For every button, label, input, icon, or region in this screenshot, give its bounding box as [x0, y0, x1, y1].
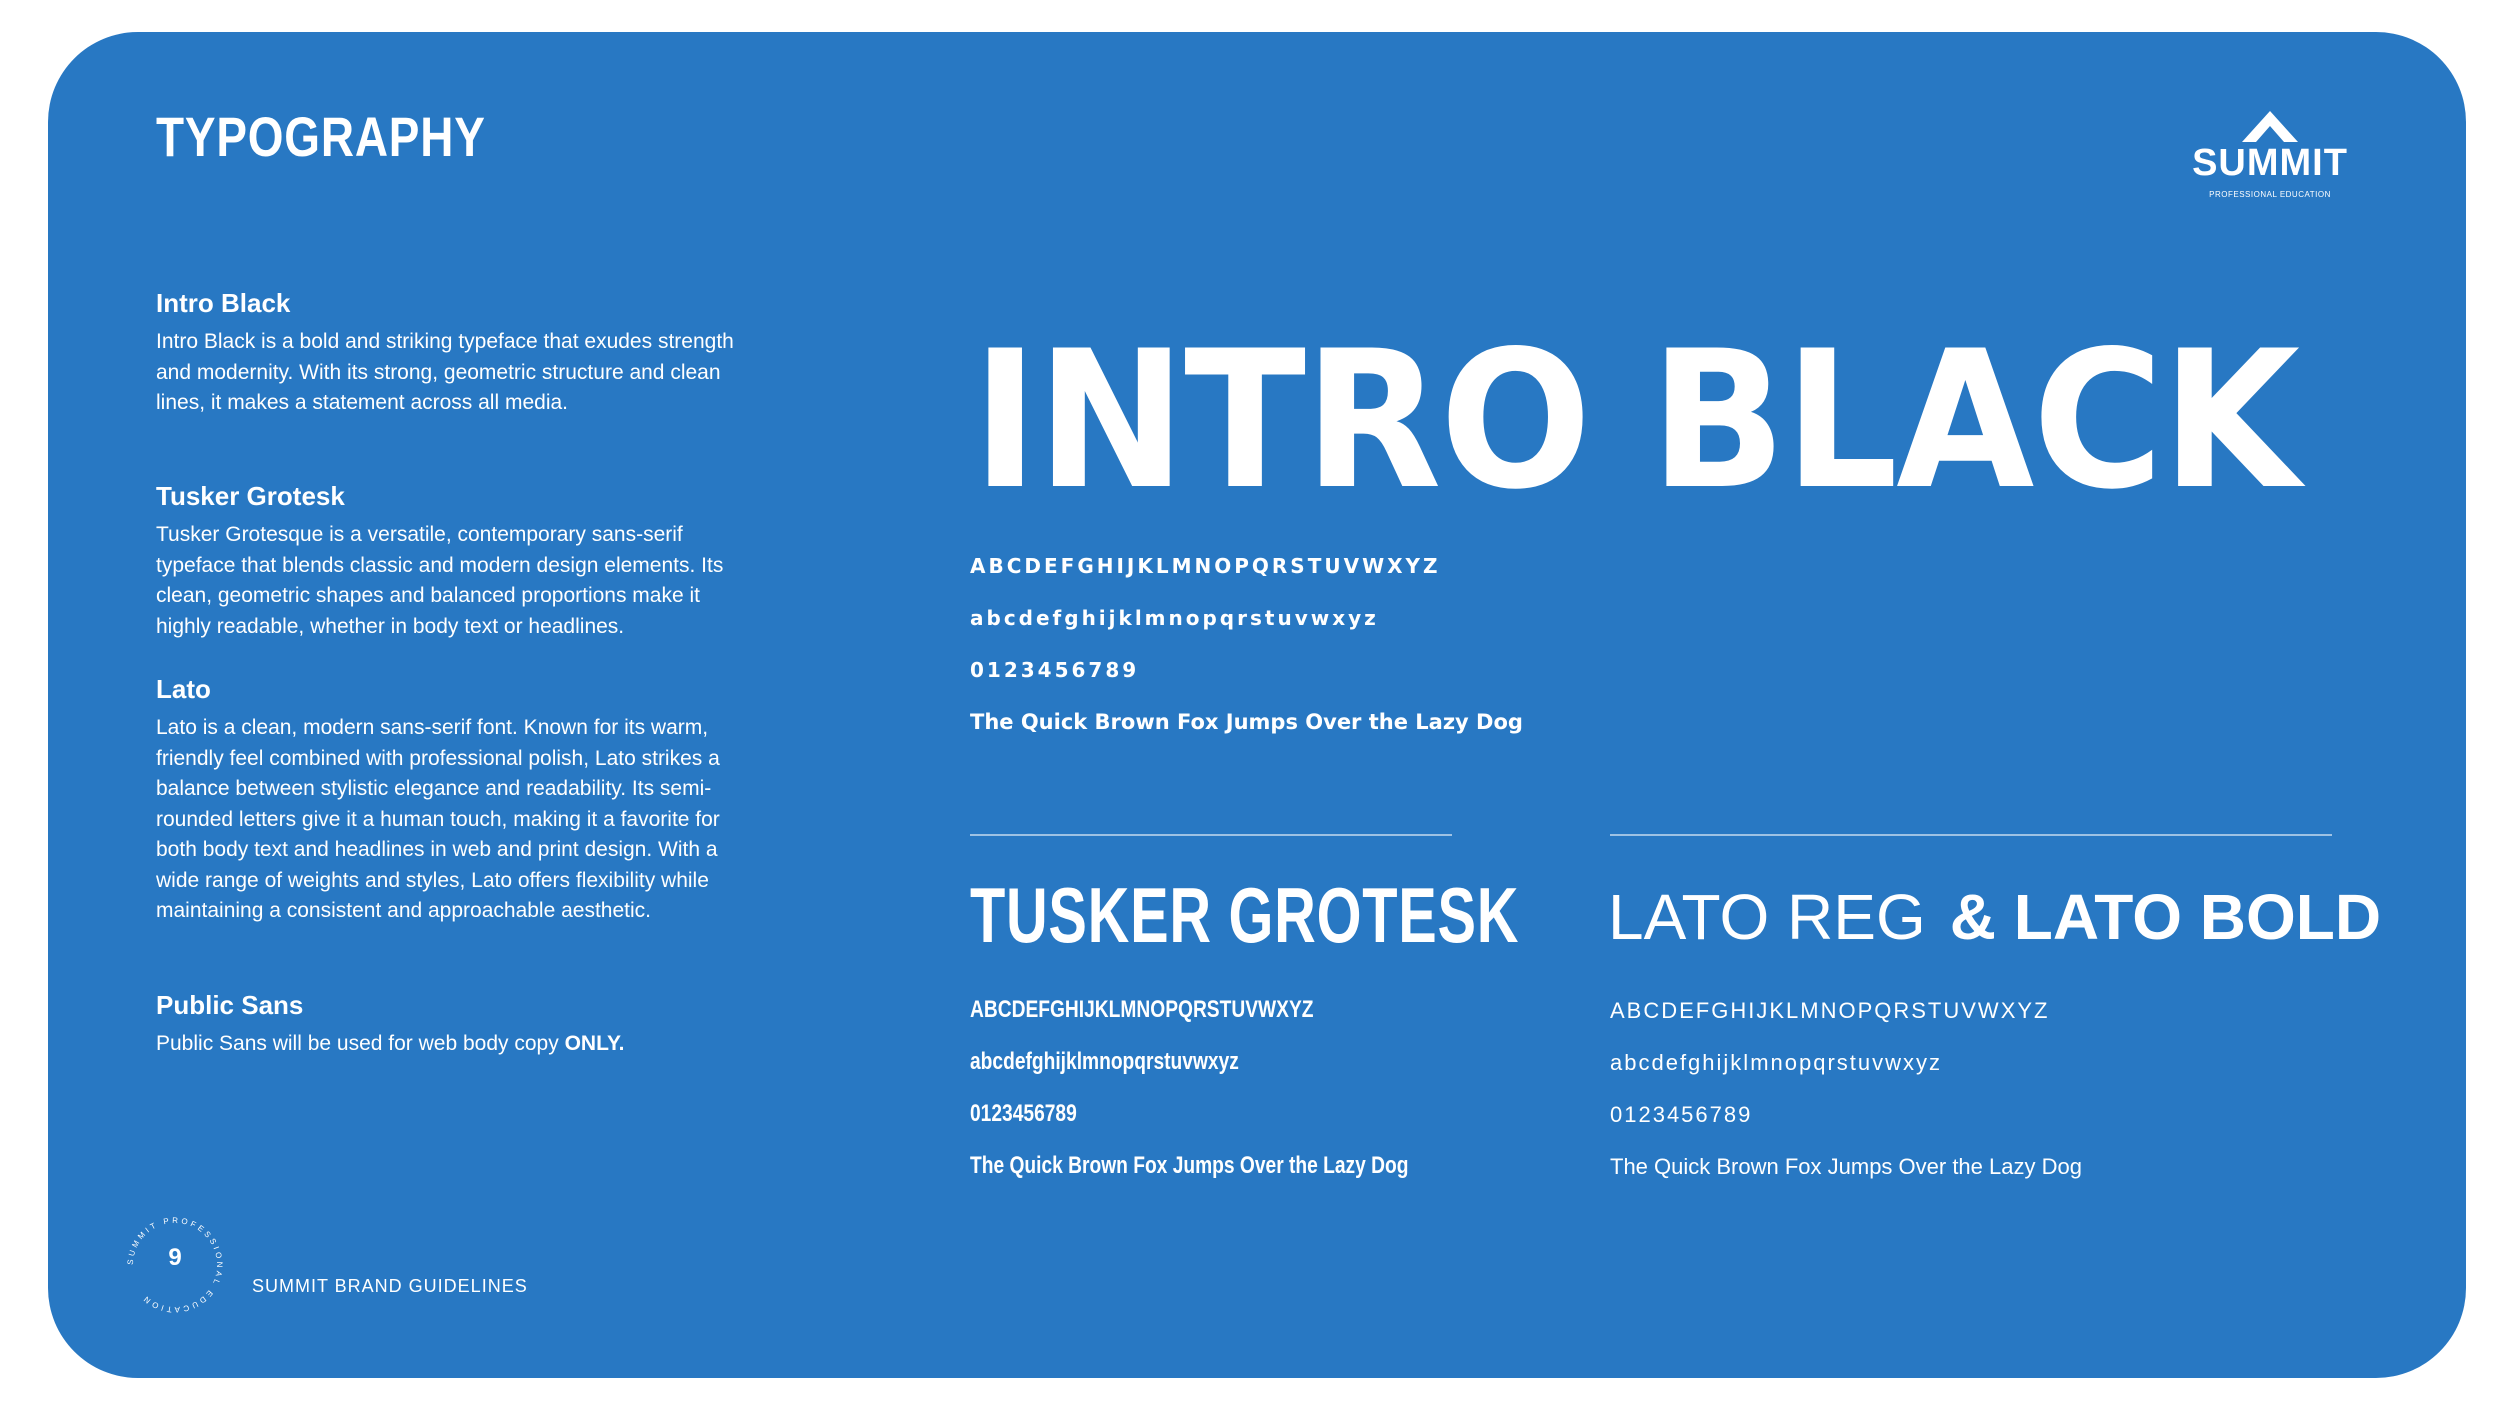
- public-sans-emphasis: ONLY.: [564, 1032, 625, 1055]
- footer-label: SUMMIT BRAND GUIDELINES: [252, 1276, 528, 1296]
- font-desc-tusker-grotesk: [156, 481, 756, 642]
- tusker-sample-sentence: The Quick Brown Fox Jumps Over the Lazy Dog: [970, 1152, 1409, 1179]
- tusker-lowercase-specimen: abcdefghijklmnopqrstuvwxyz: [970, 1048, 1239, 1075]
- font-desc-text: Tusker Grotesque is a versatile, contemporary sans-serif typeface that blends classic and modern design elements. Its clean, geometric shapes and balanced proportions make it highly readable, whether in body text or headlines.: [156, 523, 724, 638]
- font-desc-title: Intro Black: [156, 288, 291, 318]
- font-desc-title: Lato: [156, 674, 211, 704]
- font-desc-text: [156, 1029, 756, 1060]
- tusker-digits-specimen: 0123456789: [970, 1100, 1077, 1127]
- intro-black-display-title: INTRO BLACK: [972, 310, 2299, 531]
- font-desc-public-sans: [156, 990, 756, 1060]
- lato-lowercase-specimen: abcdefghijklmnopqrstuvwxyz: [1610, 1050, 1943, 1075]
- intro-lowercase-specimen: abcdefghijklmnopqrstuvwxyz: [970, 606, 1379, 630]
- font-desc-text: Lato is a clean, modern sans-serif font. Known for its warm, friendly feel combined with professional polish, Lato strikes a balance between stylistic elegance and readability. Its semi-rounded letters give it a human touch, making it a favorite for both body text and headlines in web and print design. With a wide range of weights and styles, Lato offers flexibility while maintaining a consistent and approachable aesthetic.: [156, 716, 720, 922]
- intro-sample-sentence: The Quick Brown Fox Jumps Over the Lazy Dog: [970, 710, 1523, 734]
- lato-sample-sentence: The Quick Brown Fox Jumps Over the Lazy Dog: [1610, 1154, 2082, 1179]
- intro-digits-specimen: 0123456789: [970, 658, 1140, 682]
- public-sans-note: Public Sans will be used for web body copy: [156, 1032, 565, 1055]
- summit-logo: [2180, 108, 2360, 208]
- lato-display-title: [1608, 880, 2381, 954]
- lato-regular-title: LATO REG: [1608, 881, 1926, 953]
- lato-uppercase-specimen: ABCDEFGHIJKLMNOPQRSTUVWXYZ: [1610, 998, 2050, 1023]
- lato-bold-title: & LATO BOLD: [1949, 881, 2382, 953]
- tusker-uppercase-specimen: ABCDEFGHIJKLMNOPQRSTUVWXYZ: [970, 996, 1314, 1023]
- logo-wordmark: SUMMIT: [2192, 142, 2348, 184]
- logo-tagline: PROFESSIONAL EDUCATION: [2209, 190, 2331, 199]
- font-desc-lato: [156, 674, 756, 927]
- tusker-display-title: TUSKER GROTESK: [970, 871, 1520, 959]
- page-number: 9: [168, 1244, 182, 1271]
- font-desc-title: Public Sans: [156, 990, 304, 1020]
- divider-lato: [1610, 834, 2332, 836]
- font-desc-title: Tusker Grotesk: [156, 481, 345, 511]
- font-desc-text: Intro Black is a bold and striking typeface that exudes strength and modernity. With its strong, geometric structure and clean lines, it makes a statement across all media.: [156, 330, 734, 414]
- divider-tusker: [970, 834, 1452, 836]
- badge-ring-text: SUMMIT PROFESSIONAL EDUCATION: [125, 1215, 225, 1315]
- page-title: TYPOGRAPHY: [156, 105, 486, 168]
- intro-uppercase-specimen: ABCDEFGHIJKLMNOPQRSTUVWXYZ: [970, 554, 1441, 578]
- font-desc-intro-black: [156, 288, 756, 419]
- page-number-badge: [120, 1210, 230, 1320]
- lato-digits-specimen: 0123456789: [1610, 1102, 1753, 1127]
